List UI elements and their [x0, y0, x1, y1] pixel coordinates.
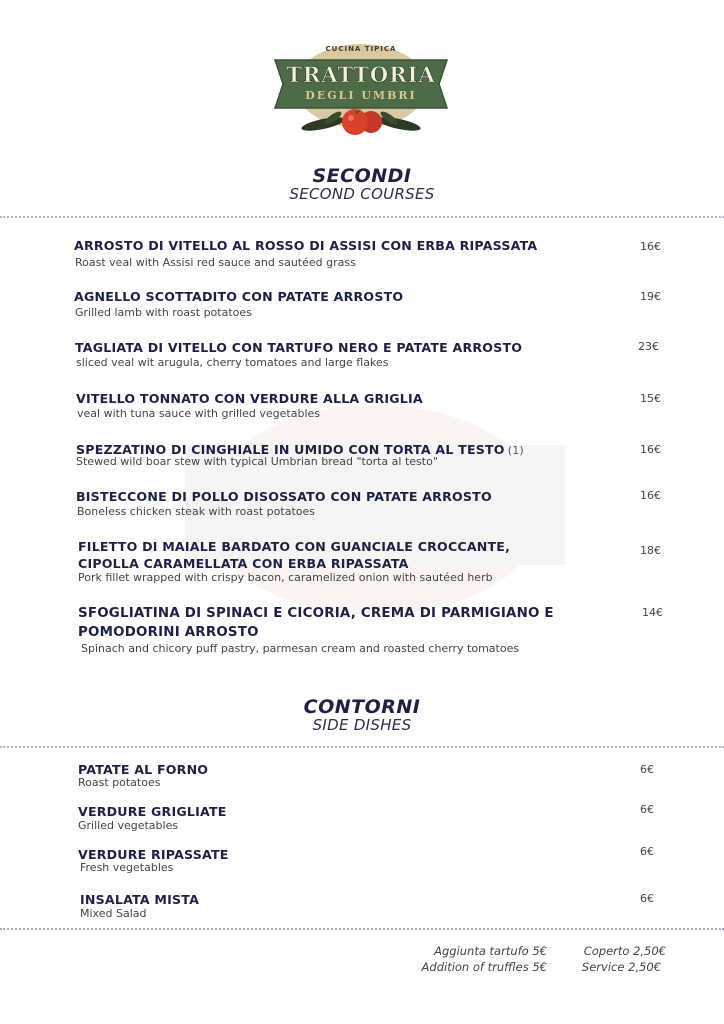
dish-description: Roast potatoes — [78, 776, 161, 789]
cover-charge-en: Service 2,50€ — [581, 960, 661, 974]
dish-price: 19€ — [640, 290, 661, 303]
dish-name: VERDURE RIPASSATE — [78, 847, 229, 862]
logo-sub-text: DEGLI UMBRI — [305, 89, 417, 102]
dish-price: 23€ — [638, 340, 659, 353]
logo-top-text: CUCINA TIPICA — [325, 45, 397, 53]
dish-description: Spinach and chicory puff pastry, parmesan cream and roasted cherry tomatoes — [81, 642, 520, 655]
logo-main-text: TRATTORIA — [286, 62, 436, 87]
dish-name-text: SPEZZATINO DI CINGHIALE IN UMIDO CON TORTA AL TESTO — [76, 442, 505, 457]
dish-description: Fresh vegetables — [80, 861, 174, 874]
allergen-note: (1) — [507, 444, 524, 457]
dish-description: Pork fillet wrapped with crispy bacon, caramelized onion with sautéed herb — [78, 571, 493, 584]
divider — [0, 746, 724, 748]
restaurant-logo — [271, 38, 451, 138]
section-subtitle: SECOND COURSES — [289, 185, 435, 203]
section-title: CONTORNI — [303, 696, 421, 718]
dish-description: Grilled vegetables — [78, 819, 179, 832]
dish-price: 14€ — [642, 606, 663, 619]
dish-price: 6€ — [640, 803, 654, 816]
section-subtitle: SIDE DISHES — [312, 716, 412, 734]
dish-price: 15€ — [640, 392, 661, 405]
dish-price: 16€ — [640, 443, 661, 456]
cover-charge — [560, 943, 666, 975]
section-header-contorni — [0, 696, 724, 734]
truffle-surcharge-en: Addition of truffles 5€ — [421, 960, 547, 974]
dish-name-line2: CIPOLLA CARAMELLATA CON ERBA RIPASSATA — [78, 556, 409, 571]
dish-name: BISTECCONE DI POLLO DISOSSATO CON PATATE ARROSTO — [76, 489, 492, 504]
divider — [0, 216, 724, 218]
dish-price: 16€ — [640, 240, 661, 253]
dish-description: Mixed Salad — [80, 907, 147, 920]
dish-price: 6€ — [640, 892, 654, 905]
dish-description: veal with tuna sauce with grilled vegetables — [77, 407, 321, 420]
section-title: SECONDI — [312, 165, 412, 187]
dish-name: PATATE AL FORNO — [78, 762, 209, 777]
cover-charge-it: Coperto 2,50€ — [583, 944, 666, 958]
dish-description: Boneless chicken steak with roast potatoes — [77, 505, 315, 518]
dish-price: 18€ — [640, 544, 661, 557]
dish-name: INSALATA MISTA — [80, 892, 200, 907]
dish-name: AGNELLO SCOTTADITO CON PATATE ARROSTO — [74, 289, 404, 304]
dish-name: TAGLIATA DI VITELLO CON TARTUFO NERO E PATATE ARROSTO — [75, 340, 523, 355]
dish-price: 6€ — [640, 845, 654, 858]
truffle-surcharge — [400, 943, 547, 975]
dish-name: SFOGLIATINA DI SPINACI E CICORIA, CREMA DI PARMIGIANO E — [78, 606, 554, 621]
section-header-secondi — [0, 165, 724, 203]
dish-description: Roast veal with Assisi red sauce and sautéed grass — [75, 256, 356, 269]
dish-description: sliced veal wit arugula, cherry tomatoes and large flakes — [76, 356, 389, 369]
dish-description: Stewed wild boar stew with typical Umbrian bread "torta al testo" — [76, 455, 438, 468]
dish-name: VITELLO TONNATO CON VERDURE ALLA GRIGLIA — [76, 391, 423, 406]
dish-name: FILETTO DI MAIALE BARDATO CON GUANCIALE CROCCANTE, — [78, 539, 511, 554]
truffle-surcharge-it: Aggiunta tartufo 5€ — [434, 944, 547, 958]
dish-price: 16€ — [640, 489, 661, 502]
dish-name-line2: POMODORINI ARROSTO — [78, 625, 259, 640]
dish-name: VERDURE GRIGLIATE — [78, 804, 227, 819]
dish-description: Grilled lamb with roast potatoes — [75, 306, 252, 319]
dish-name: ARROSTO DI VITELLO AL ROSSO DI ASSISI CON ERBA RIPASSATA — [74, 238, 538, 253]
divider — [0, 928, 724, 930]
dish-price: 6€ — [640, 763, 654, 776]
